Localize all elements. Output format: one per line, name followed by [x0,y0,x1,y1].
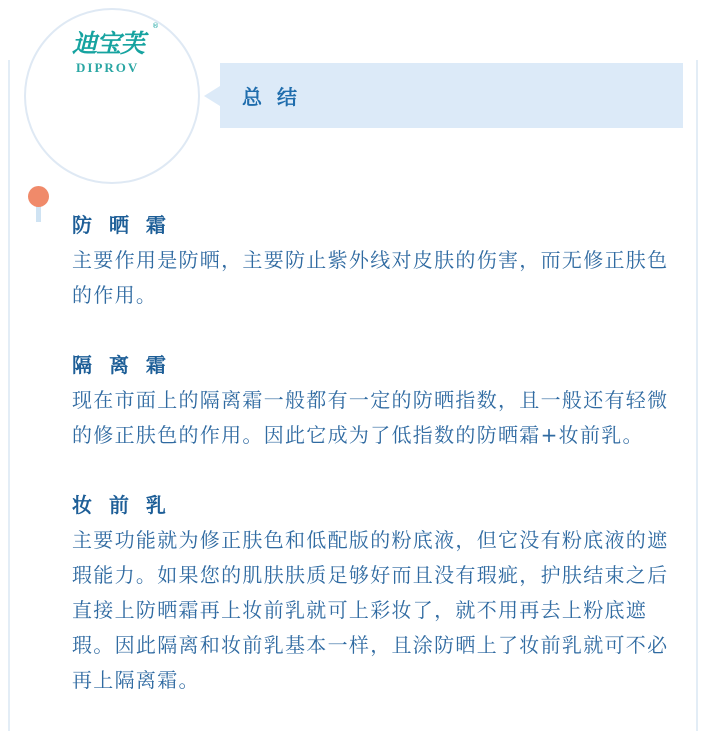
summary-banner [220,63,683,128]
section-primer-isolation [72,348,684,453]
logo-english-text: DIPROV [76,60,140,75]
logo-registered-mark: ® [152,22,159,30]
section-body: 现在市面上的隔离霜一般都有一定的防晒指数，且一般还有轻微的修正肤色的作用。因此它成为了低指数的防晒霜+妆前乳。 [72,388,669,447]
section-sunscreen [72,208,684,313]
banner-pointer [204,86,220,106]
banner-title: 总 结 [242,85,301,109]
section-title: 防 晒 霜 [72,213,171,237]
section-title: 妆 前 乳 [72,493,171,517]
left-decor-line [8,60,10,731]
logo-chinese-text: 迪宝芙 [72,29,145,58]
section-body: 主要功能就为修正肤色和低配版的粉底液，但它没有粉底液的遮瑕能力。如果您的肌肤肤质足够好而且没有瑕疵，护肤结束之后直接上防晒霜再上妆前乳就可上彩妆了，就不用再去上粉底遮瑕。因此隔离和妆前乳基本一样，且涂防晒上了妆前乳就可不必再上隔离霜。 [72,528,669,692]
right-decor-line [696,60,698,731]
section-body: 主要作用是防晒，主要防止紫外线对皮肤的伤害，而无修正肤色的作用。 [72,248,669,307]
article-content [72,208,684,733]
section-title: 隔 离 霜 [72,353,171,377]
pin-icon [28,186,49,207]
section-makeup-primer [72,488,684,698]
